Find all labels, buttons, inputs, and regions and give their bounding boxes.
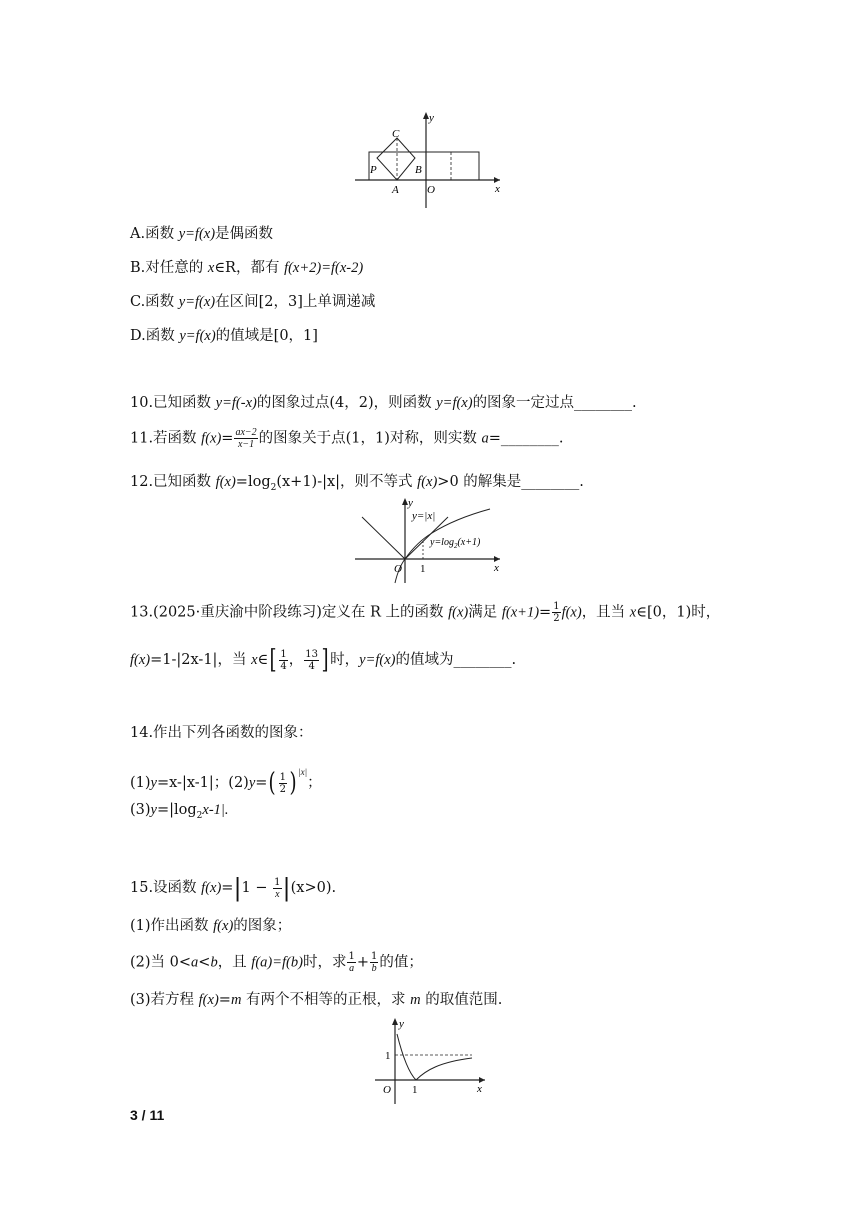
- text: 的图象过点(4，2)，则函数: [256, 395, 437, 411]
- text: (1)作出函数: [130, 918, 214, 934]
- text: >0 的解集是________.: [437, 474, 584, 490]
- label-one: 1: [420, 563, 426, 575]
- text: (3): [130, 802, 151, 818]
- label-one-x: 1: [412, 1084, 418, 1096]
- math: f(x): [417, 474, 438, 490]
- right-bracket: ]: [321, 645, 329, 675]
- math: f(x+1): [501, 604, 540, 621]
- numerator: 1: [370, 951, 378, 962]
- left-bracket: [: [269, 645, 277, 675]
- math: y: [150, 802, 157, 818]
- text: 11.若函数: [130, 430, 202, 447]
- label-x: x: [495, 183, 500, 195]
- text: 15.设函数: [130, 880, 202, 896]
- math: y: [150, 775, 157, 791]
- math: x: [629, 604, 637, 621]
- math: a: [481, 430, 489, 447]
- text: =: [539, 604, 552, 621]
- text: 满足: [468, 604, 502, 621]
- math: f(x): [561, 604, 582, 621]
- math: y=f(x): [178, 294, 216, 310]
- question-14-part3: [130, 800, 229, 826]
- abs-bar-right: |: [282, 874, 291, 902]
- fraction-quarter: [279, 649, 287, 672]
- fraction-half: [279, 772, 287, 795]
- math: x-1|.: [202, 802, 229, 818]
- math: a: [191, 954, 199, 971]
- text: ；: [307, 775, 322, 791]
- text: 有两个不相等的正根，求: [241, 992, 411, 1008]
- text: 12.已知函数: [130, 474, 216, 490]
- label-log-sub: 2: [453, 542, 458, 550]
- text: 在区间[2，3]上单调递减: [215, 294, 376, 310]
- math: m: [410, 992, 421, 1008]
- denominator: 4: [280, 660, 287, 672]
- question-15-part1: [130, 916, 291, 936]
- question-13-line1: [130, 601, 720, 624]
- right-paren: ): [289, 768, 297, 798]
- numerator: ax−2: [235, 427, 257, 438]
- figure-square-diagram: [350, 108, 510, 213]
- text: (2): [228, 775, 249, 791]
- text: 13.(2025·重庆渝中阶段练习)定义在 R 上的函数: [130, 604, 449, 621]
- label-y: y: [399, 1018, 404, 1030]
- math: x: [251, 652, 258, 668]
- label-one-y: 1: [385, 1050, 391, 1062]
- subscript: 2: [196, 810, 203, 821]
- label-b: B: [415, 164, 422, 176]
- numerator: 1: [348, 951, 355, 962]
- label-o: O: [383, 1084, 391, 1096]
- denominator: 2: [279, 783, 286, 795]
- text: =1-|2x-1|，当: [150, 652, 252, 668]
- text: =: [218, 992, 231, 1008]
- text: 10.已知函数: [130, 395, 216, 411]
- text: (1): [130, 775, 151, 791]
- numerator: 1: [553, 601, 560, 612]
- text: (2)当 0<: [130, 954, 192, 971]
- question-12: [130, 472, 584, 498]
- text: 的图象关于点(1，1)对称，则实数: [258, 430, 482, 447]
- left-paren: (: [268, 768, 277, 798]
- label-log-base: y=log: [430, 537, 454, 548]
- abs-bar-left: |: [233, 874, 242, 902]
- text: 的值域为________.: [395, 652, 517, 668]
- math: f(x): [201, 880, 222, 896]
- numerator: 13: [305, 648, 318, 660]
- label-y: y: [429, 112, 434, 124]
- math: f(x): [201, 430, 222, 447]
- question-13-line2: [130, 647, 516, 673]
- text: 的图象一定过点________.: [472, 395, 637, 411]
- text: D.函数: [130, 328, 180, 344]
- fraction-1-a: [347, 951, 355, 974]
- option-d: [130, 326, 318, 346]
- question-15-part2: [130, 951, 423, 974]
- text: (x>0).: [290, 880, 337, 896]
- page-number: 3 / 11: [130, 1107, 165, 1123]
- label-c: C: [392, 128, 400, 140]
- text: (x+1)-|x|，则不等式: [276, 474, 418, 490]
- text: 时，求: [302, 954, 347, 971]
- fraction-13-4: [304, 649, 319, 672]
- text: =|log: [156, 802, 197, 818]
- text: (3)若方程: [130, 992, 199, 1008]
- label-o: O: [427, 184, 435, 196]
- text: C.函数: [130, 294, 179, 310]
- label-y: y: [408, 497, 413, 509]
- math: f(x+2)=f(x-2): [284, 260, 364, 276]
- question-11: [130, 427, 564, 450]
- label-abs-x: y=|x|: [412, 510, 436, 522]
- fraction: [234, 427, 257, 450]
- math: f(a)=f(b): [251, 954, 303, 971]
- text: A.函数: [130, 226, 179, 242]
- text: =: [221, 880, 234, 896]
- math: f(x): [215, 474, 236, 490]
- label-o: O: [394, 563, 402, 575]
- math: y=f(x): [179, 328, 216, 344]
- denominator: 2: [553, 613, 560, 624]
- text: ，且: [217, 954, 252, 971]
- question-14-title: [130, 723, 313, 743]
- denominator: 4: [308, 660, 315, 672]
- subscript: 2: [270, 482, 277, 493]
- numerator: 1: [279, 771, 286, 783]
- figure-abs-log-graph: [350, 495, 510, 585]
- label-x: x: [494, 562, 499, 574]
- label-log: [429, 537, 481, 550]
- numerator: 1: [280, 648, 287, 660]
- text: ∈[0，1)时，: [636, 604, 721, 621]
- label-a: A: [392, 184, 399, 196]
- figure-abs-reciprocal-graph: [370, 1014, 490, 1106]
- fraction-1-b: [370, 951, 378, 974]
- denominator: a: [349, 963, 355, 974]
- text: 1 −: [241, 880, 273, 896]
- math: x: [207, 260, 215, 276]
- text: B.对任意的: [130, 260, 208, 276]
- text: <: [198, 954, 211, 971]
- math: y: [248, 775, 256, 791]
- math: y=f(x): [359, 652, 396, 668]
- text: 的值；: [379, 954, 423, 971]
- numerator: 1: [274, 876, 281, 888]
- math: y=f(x): [178, 226, 216, 242]
- math: f(x): [213, 918, 234, 934]
- math: f(x): [448, 604, 469, 621]
- text: ∈R，都有: [214, 260, 285, 276]
- text: 的取值范围.: [420, 992, 503, 1008]
- text: =: [255, 775, 268, 791]
- text: 的图象；: [233, 918, 292, 934]
- label-x: x: [477, 1083, 482, 1095]
- text: ，且当: [581, 604, 630, 621]
- label-p: P: [370, 164, 377, 176]
- math: m: [230, 992, 242, 1008]
- text: ，: [288, 652, 304, 668]
- option-a: [130, 224, 273, 244]
- option-c: [130, 292, 375, 312]
- text: +: [356, 954, 369, 971]
- text: =x-|x-1|；: [156, 775, 229, 791]
- text: =________.: [488, 430, 564, 447]
- text: ∈: [257, 652, 269, 668]
- exponent: |x|: [298, 767, 308, 777]
- math: y=f(-x): [215, 395, 257, 411]
- question-15: [130, 876, 336, 900]
- option-b: [130, 258, 363, 278]
- denominator: x: [275, 888, 280, 900]
- denominator: x−1: [237, 439, 255, 450]
- text: =: [221, 430, 234, 447]
- fraction: [273, 877, 281, 900]
- text: 的值域是[0，1]: [215, 328, 318, 344]
- text: 是偶函数: [215, 226, 274, 242]
- question-14-parts: [130, 762, 322, 796]
- text: =log: [235, 474, 271, 490]
- denominator: b: [371, 963, 377, 974]
- question-15-part3: [130, 990, 502, 1010]
- question-10: [130, 393, 637, 413]
- text: 时，: [330, 652, 360, 668]
- math: y=f(x): [436, 395, 473, 411]
- fraction-half: [552, 601, 560, 624]
- math: b: [210, 954, 218, 971]
- math: f(x): [130, 652, 151, 668]
- text: 14.作出下列各函数的图象：: [130, 725, 313, 741]
- math: f(x): [198, 992, 219, 1008]
- label-log-arg: (x+1): [457, 537, 481, 548]
